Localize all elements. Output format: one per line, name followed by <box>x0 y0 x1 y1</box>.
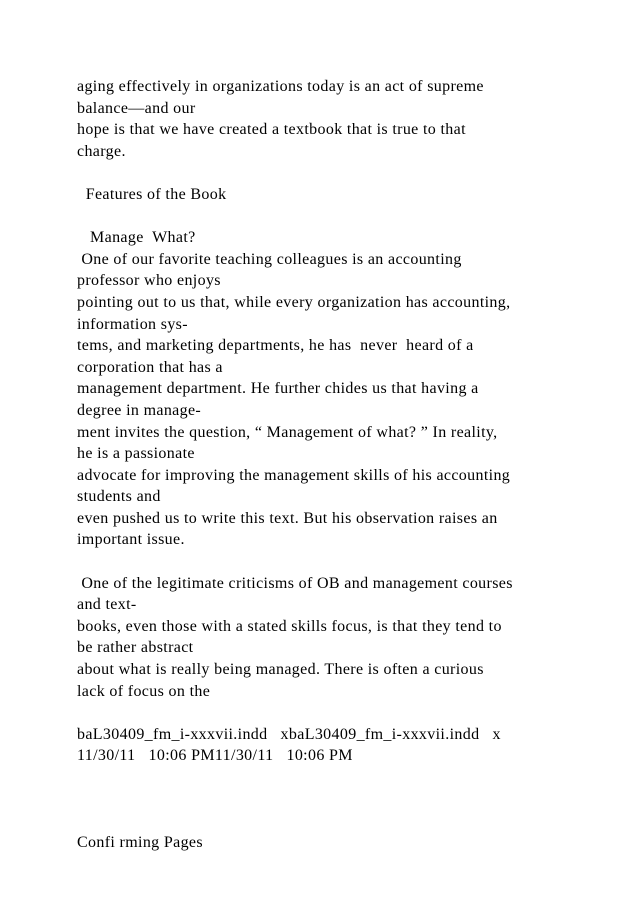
text-line: Confi rming Pages <box>77 833 203 851</box>
text-line: about what is really being managed. There is often a curious <box>77 661 484 679</box>
text-line: corporation that has a <box>77 358 223 376</box>
blank-line <box>77 162 622 184</box>
text-line: be rather abstract <box>77 639 194 657</box>
text-line: Features of the Book <box>77 185 227 203</box>
text-line: even pushed us to write this text. But his observation raises an <box>77 509 498 527</box>
document-page <box>77 76 622 853</box>
text-line: management department. He further chides us that having a <box>77 380 479 398</box>
text-line: students and <box>77 488 161 506</box>
text-line: lack of focus on the <box>77 682 211 700</box>
text-line: baL30409_fm_i-xxxvii.indd xbaL30409_fm_i-xxxvii.indd x <box>77 725 501 743</box>
text-line: important issue. <box>77 531 185 549</box>
text-line: charge. <box>77 142 126 160</box>
text-line: balance—and our <box>77 99 196 117</box>
blank-line <box>77 206 622 228</box>
blank-line <box>77 810 622 832</box>
text-line: books, even those with a stated skills focus, is that they tend to <box>77 617 502 635</box>
blank-line <box>77 551 622 573</box>
blank-line <box>77 702 622 724</box>
text-line: ment invites the question, “ Management of what? ” In reality, <box>77 423 498 441</box>
text-line: pointing out to us that, while every organization has accounting, <box>77 293 511 311</box>
blank-line <box>77 789 622 811</box>
text-line: Manage What? <box>77 229 196 247</box>
text-line: hope is that we have created a textbook that is true to that <box>77 121 466 139</box>
text-line: professor who enjoys <box>77 272 221 290</box>
text-line: aging effectively in organizations today is an act of supreme <box>77 78 484 95</box>
text-line: degree in manage- <box>77 401 202 419</box>
text-line: he is a passionate <box>77 445 195 463</box>
text-line: 11/30/11 10:06 PM11/30/11 10:06 PM <box>77 747 353 765</box>
blank-line <box>77 767 622 789</box>
text-line: One of the legitimate criticisms of OB and management courses <box>77 574 513 592</box>
text-line: One of our favorite teaching colleagues is an accounting <box>77 250 462 268</box>
text-line: information sys- <box>77 315 188 333</box>
document-text-body <box>77 76 622 853</box>
text-line: and text- <box>77 596 137 614</box>
text-line: advocate for improving the management skills of his accounting <box>77 466 511 484</box>
text-line: tems, and marketing departments, he has never heard of a <box>77 337 474 355</box>
